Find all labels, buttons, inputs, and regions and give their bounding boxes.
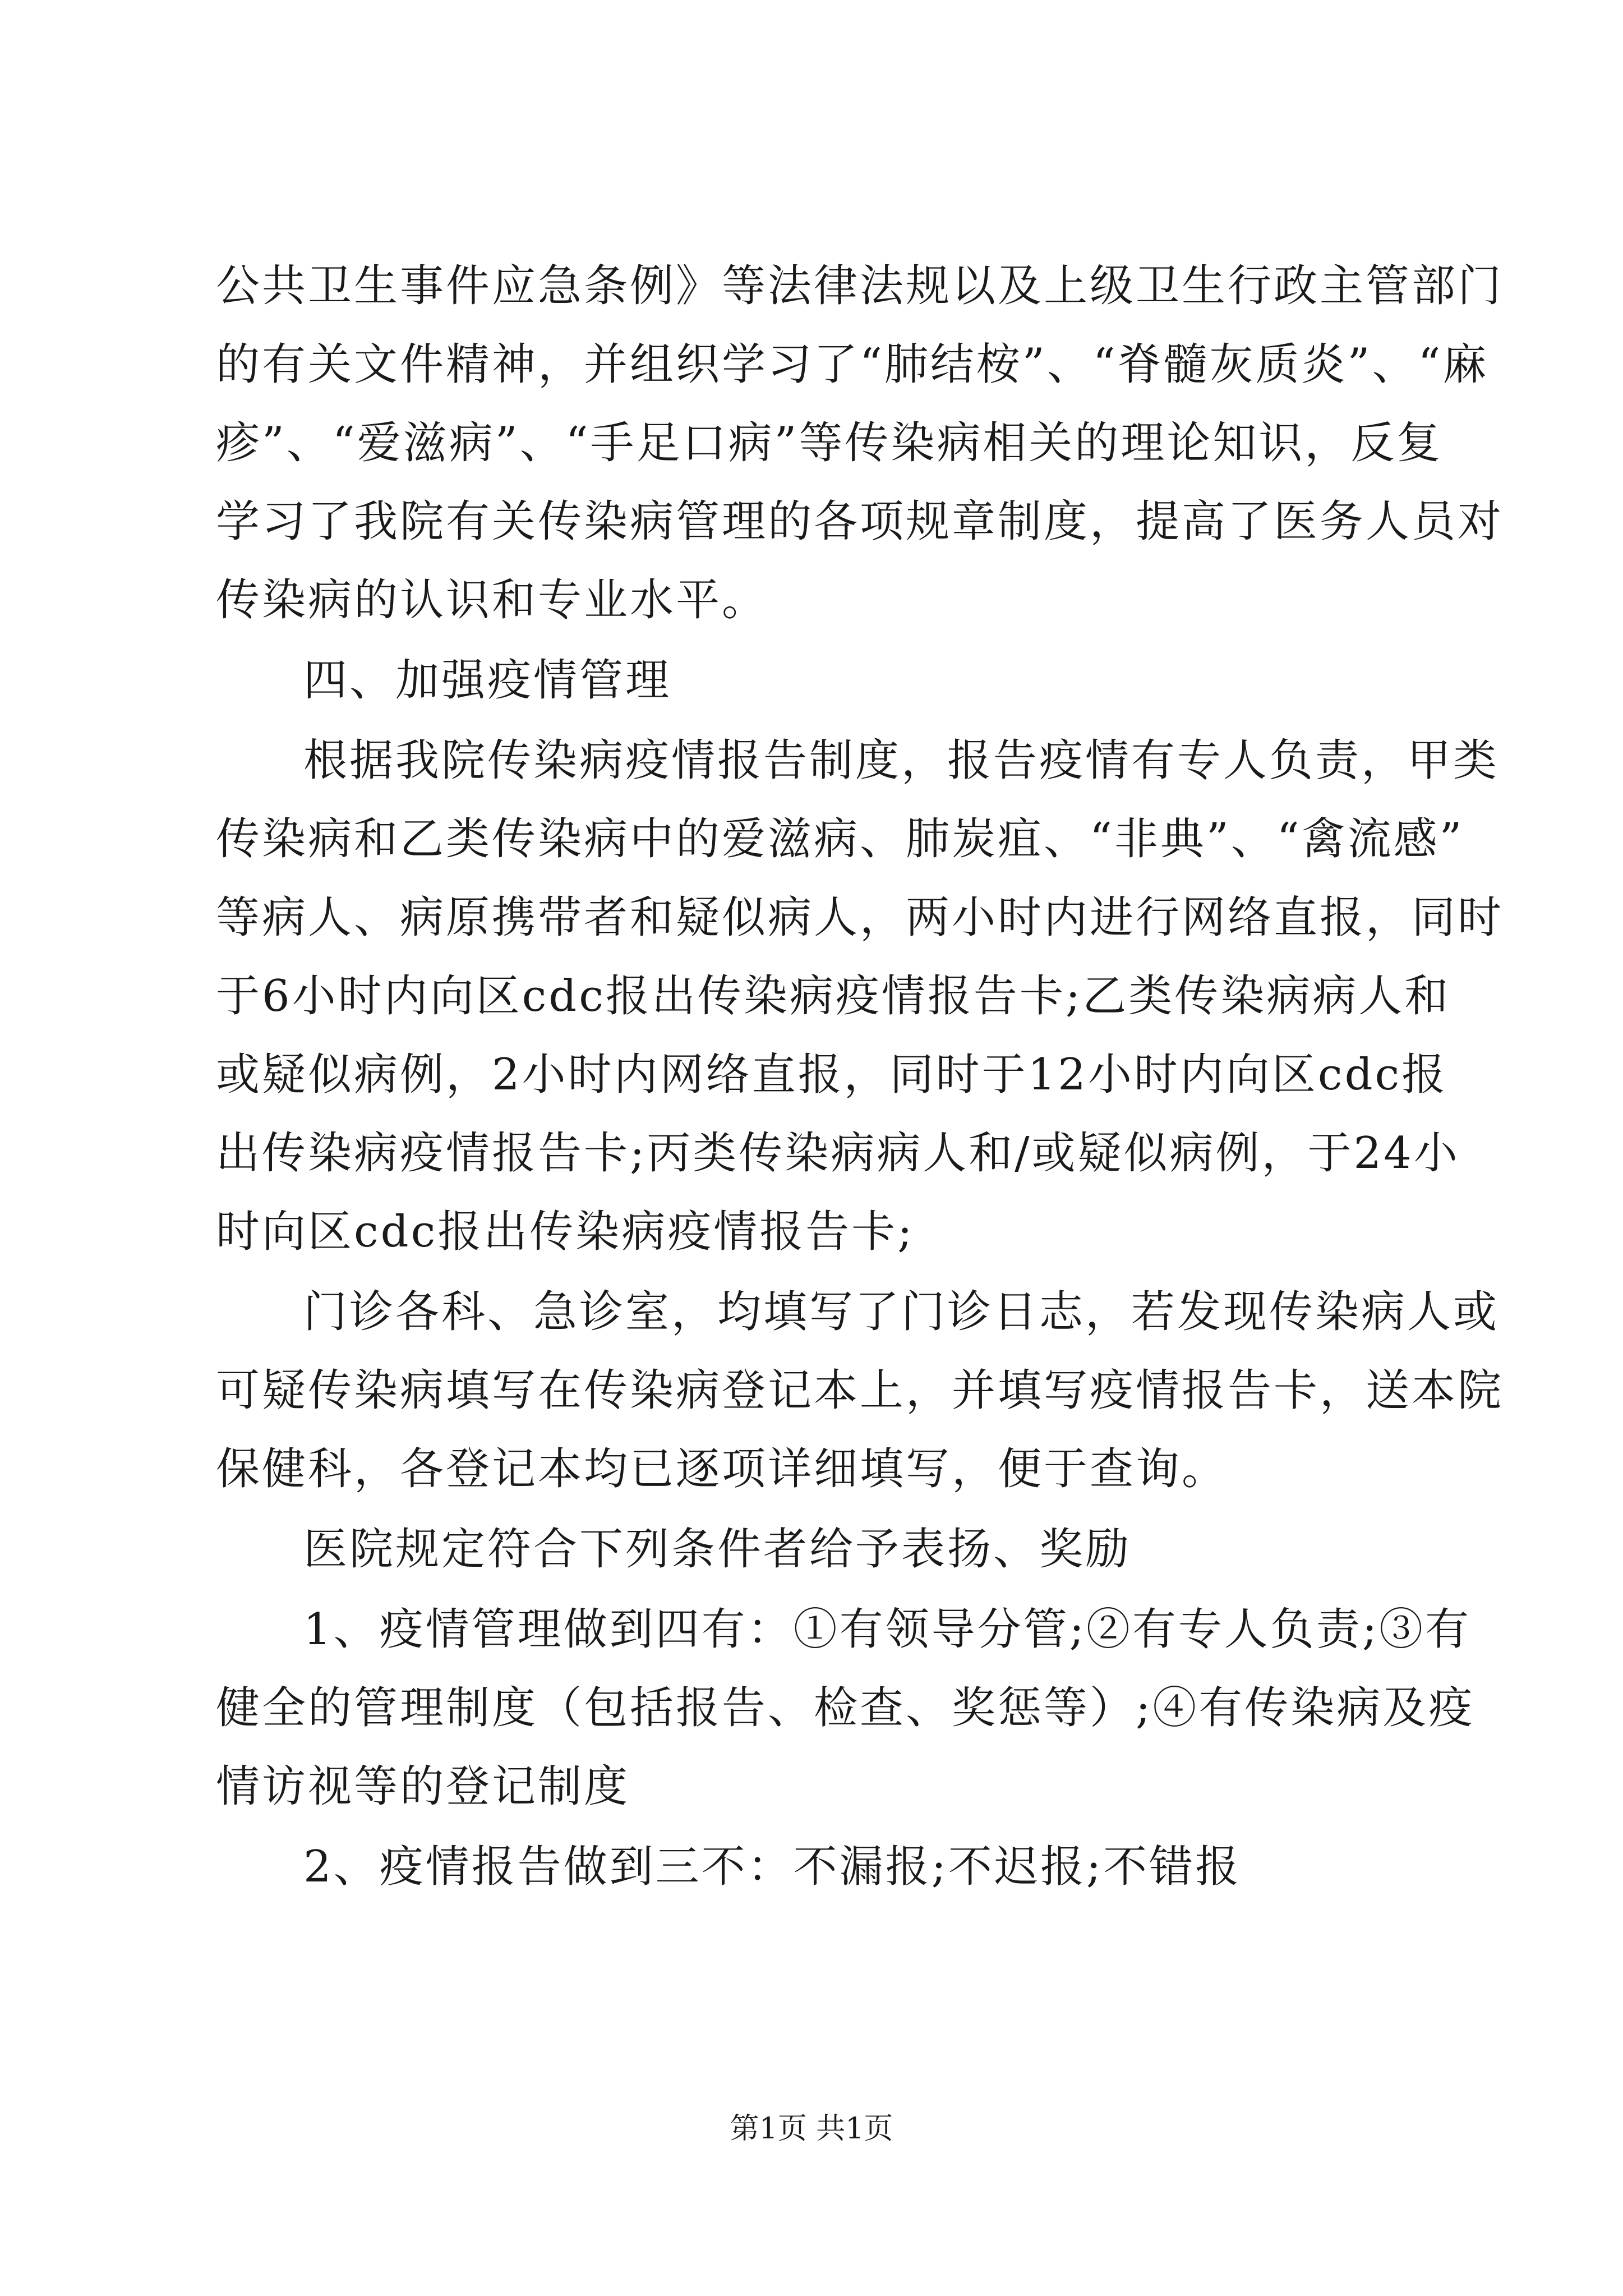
text-line: 情访视等的登记制度 bbox=[216, 1761, 630, 1812]
text-line: 传染病和乙类传染病中的爱滋病、肺炭疽、“非典”、“禽流感” bbox=[216, 814, 1464, 864]
text-line: 公共卫生事件应急条例》等法律法规以及上级卫生行政主管部门 bbox=[216, 261, 1504, 311]
text-line: 门诊各科、急诊室，均填写了门诊日志，若发现传染病人或 bbox=[303, 1287, 1500, 1337]
page-footer: 第1页 共1页 bbox=[730, 2112, 893, 2146]
list-item: 2、疫情报告做到三不：不漏报;不迟报;不错报 bbox=[303, 1842, 1242, 1892]
text-line: 学习了我院有关传染病管理的各项规章制度，提高了医务人员对 bbox=[216, 496, 1504, 547]
text-line: 医院规定符合下列条件者给予表扬、奖励 bbox=[303, 1524, 1132, 1575]
text-line: 健全的管理制度（包括报告、检查、奖惩等）;④有传染病及疫 bbox=[216, 1683, 1475, 1733]
list-item: 1、疫情管理做到四有：①有领导分管;②有专人负责;③有 bbox=[303, 1604, 1472, 1655]
text-line: 时向区cdc报出传染病疫情报告卡; bbox=[216, 1207, 915, 1257]
text-line: 疹”、“爱滋病”、“手足口病”等传染病相关的理论知识，反复 bbox=[216, 418, 1443, 468]
text-line: 于6小时内向区cdc报出传染病疫情报告卡;乙类传染病病人和 bbox=[216, 971, 1451, 1022]
text-line: 等病人、病原携带者和疑似病人，两小时内进行网络直报，同时 bbox=[216, 892, 1504, 943]
section-heading: 四、加强疫情管理 bbox=[303, 655, 672, 706]
text-line: 保健科，各登记本均已逐项详细填写，便于查询。 bbox=[216, 1444, 1228, 1494]
text-line: 传染病的认识和专业水平。 bbox=[216, 575, 768, 625]
text-line: 出传染病疫情报告卡;丙类传染病病人和/或疑似病例，于24小 bbox=[216, 1128, 1460, 1179]
text-line: 的有关文件精神，并组织学习了“肺结桉”、“脊髓灰质炎”、“麻 bbox=[216, 339, 1489, 390]
text-line: 可疑传染病填写在传染病登记本上，并填写疫情报告卡，送本院 bbox=[216, 1365, 1504, 1416]
text-line: 或疑似病例，2小时内网络直报，同时于12小时内向区cdc报 bbox=[216, 1050, 1448, 1100]
text-line: 根据我院传染病疫情报告制度，报告疫情有专人负责，甲类 bbox=[303, 735, 1500, 786]
